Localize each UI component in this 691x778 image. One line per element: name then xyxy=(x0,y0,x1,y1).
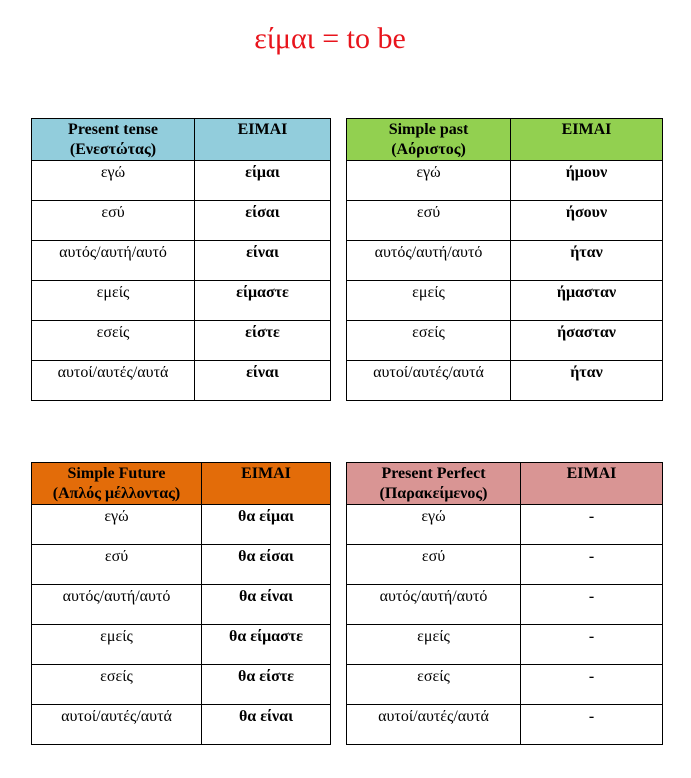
simple-past-table xyxy=(346,118,663,401)
pronoun-cell: εσείς xyxy=(32,321,195,361)
verb-form-cell: - xyxy=(521,625,663,665)
present-perfect-table xyxy=(346,462,663,745)
tense-header xyxy=(347,119,511,161)
pronoun-cell: αυτοί/αυτές/αυτά xyxy=(347,705,521,745)
pronoun-cell: αυτοί/αυτές/αυτά xyxy=(32,361,195,401)
table-row xyxy=(32,321,331,361)
table-row xyxy=(347,705,663,745)
pronoun-cell: εσείς xyxy=(347,665,521,705)
header-row xyxy=(32,119,331,161)
verb-header: ΕΙΜΑΙ xyxy=(511,119,663,161)
tense-greek-name: (Παρακείμενος) xyxy=(379,485,488,502)
table-row xyxy=(347,585,663,625)
table-row xyxy=(32,281,331,321)
pronoun-cell: αυτός/αυτή/αυτό xyxy=(32,241,195,281)
table-row xyxy=(32,161,331,201)
pronoun-cell: εμείς xyxy=(32,281,195,321)
tense-name: Simple Future xyxy=(67,465,166,482)
verb-form-cell: είστε xyxy=(195,321,331,361)
tense-greek-name: (Αόριστος) xyxy=(391,141,466,158)
tense-name: Present tense xyxy=(68,121,158,138)
table-row xyxy=(347,625,663,665)
verb-form-cell: ήσουν xyxy=(511,201,663,241)
verb-form-cell: είμαι xyxy=(195,161,331,201)
verb-form-cell: είμαστε xyxy=(195,281,331,321)
verb-form-cell: - xyxy=(521,545,663,585)
tense-header xyxy=(32,119,195,161)
verb-form-cell: είσαι xyxy=(195,201,331,241)
pronoun-cell: εγώ xyxy=(347,505,521,545)
table-row xyxy=(32,241,331,281)
pronoun-cell: αυτοί/αυτές/αυτά xyxy=(347,361,511,401)
verb-header: ΕΙΜΑΙ xyxy=(195,119,331,161)
pronoun-cell: εσείς xyxy=(347,321,511,361)
tense-greek-name: (Απλός μέλλοντας) xyxy=(52,485,181,502)
verb-header: ΕΙΜΑΙ xyxy=(202,463,331,505)
pronoun-cell: αυτός/αυτή/αυτό xyxy=(347,585,521,625)
table-row xyxy=(32,585,331,625)
table-row xyxy=(32,201,331,241)
verb-form-cell: - xyxy=(521,665,663,705)
verb-form-cell: - xyxy=(521,585,663,625)
pronoun-cell: αυτοί/αυτές/αυτά xyxy=(32,705,202,745)
pronoun-cell: εγώ xyxy=(32,505,202,545)
pronoun-cell: εγώ xyxy=(347,161,511,201)
verb-form-cell: είναι xyxy=(195,361,331,401)
header-row xyxy=(32,463,331,505)
verb-form-cell: θα είστε xyxy=(202,665,331,705)
table-row xyxy=(347,201,663,241)
pronoun-cell: εσύ xyxy=(32,545,202,585)
table-row xyxy=(347,281,663,321)
table-row xyxy=(32,505,331,545)
tense-header xyxy=(347,463,521,505)
table-row xyxy=(32,545,331,585)
pronoun-cell: αυτός/αυτή/αυτό xyxy=(347,241,511,281)
table-row xyxy=(347,545,663,585)
pronoun-cell: εμείς xyxy=(32,625,202,665)
table-row xyxy=(347,241,663,281)
verb-form-cell: θα είναι xyxy=(202,705,331,745)
table-row xyxy=(32,625,331,665)
page-title: είμαι = to be xyxy=(254,22,406,55)
verb-form-cell: θα είμαστε xyxy=(202,625,331,665)
table-row xyxy=(347,161,663,201)
verb-form-cell: θα είσαι xyxy=(202,545,331,585)
verb-form-cell: ήταν xyxy=(511,361,663,401)
table-row xyxy=(32,665,331,705)
tense-greek-name: (Ενεστώτας) xyxy=(69,141,157,158)
table-row xyxy=(32,361,331,401)
pronoun-cell: εσύ xyxy=(32,201,195,241)
verb-form-cell: - xyxy=(521,505,663,545)
table-row xyxy=(347,361,663,401)
pronoun-cell: εγώ xyxy=(32,161,195,201)
verb-form-cell: ήμουν xyxy=(511,161,663,201)
table-row xyxy=(347,665,663,705)
verb-form-cell: - xyxy=(521,705,663,745)
simple-future-table xyxy=(31,462,331,745)
table-row xyxy=(347,321,663,361)
header-row xyxy=(347,119,663,161)
verb-header: ΕΙΜΑΙ xyxy=(521,463,663,505)
present-tense-table xyxy=(31,118,331,401)
tense-name: Simple past xyxy=(388,121,469,138)
pronoun-cell: εμείς xyxy=(347,625,521,665)
pronoun-cell: εσύ xyxy=(347,545,521,585)
verb-form-cell: είναι xyxy=(195,241,331,281)
verb-form-cell: θα είμαι xyxy=(202,505,331,545)
verb-form-cell: ήσασταν xyxy=(511,321,663,361)
table-row xyxy=(347,505,663,545)
pronoun-cell: εμείς xyxy=(347,281,511,321)
tense-header xyxy=(32,463,202,505)
verb-form-cell: ήμασταν xyxy=(511,281,663,321)
pronoun-cell: αυτός/αυτή/αυτό xyxy=(32,585,202,625)
table-row xyxy=(32,705,331,745)
header-row xyxy=(347,463,663,505)
pronoun-cell: εσύ xyxy=(347,201,511,241)
pronoun-cell: εσείς xyxy=(32,665,202,705)
tense-name: Present Perfect xyxy=(381,465,486,482)
verb-form-cell: θα είναι xyxy=(202,585,331,625)
verb-form-cell: ήταν xyxy=(511,241,663,281)
